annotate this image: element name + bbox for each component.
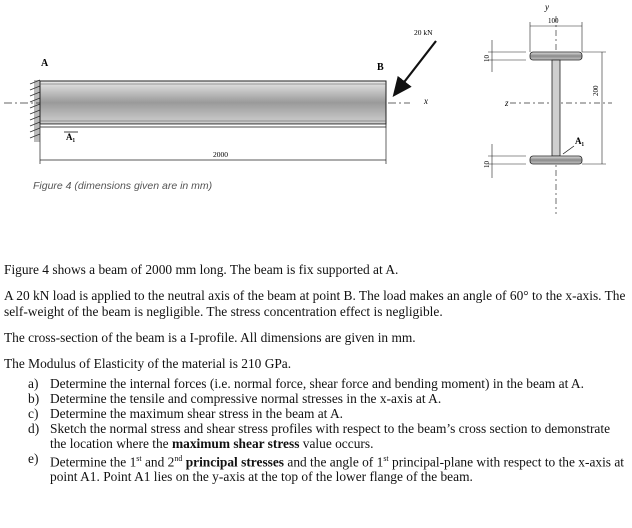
axis-z-label: z — [505, 98, 509, 108]
label-b: B — [377, 62, 384, 73]
question-b: b) Determine the tensile and compressive normal stresses in the x-axis at A. — [28, 391, 442, 406]
paragraph-3: The cross-section of the beam is a I-profile. All dimensions are given in mm. — [4, 330, 416, 345]
label-a1: A₁ — [66, 132, 76, 142]
question-list — [4, 376, 628, 484]
axis-y-label: y — [545, 2, 549, 12]
label-a1-section: A₁ — [575, 136, 585, 146]
flange-bottom-dim-label: 10 — [483, 161, 491, 168]
beam-length-label: 2000 — [213, 150, 228, 159]
question-d: d) Sketch the normal stress and shear stress profiles with respect to the beam’s cross section to demonstrate the location where the maximum shear stress value occurs. — [28, 421, 611, 451]
load-arrow — [398, 41, 436, 90]
problem-text — [4, 262, 628, 484]
paragraph-1: Figure 4 shows a beam of 2000 mm long. The beam is fix supported at A. — [4, 262, 399, 277]
paragraph-2: A 20 kN load is applied to the neutral axis of the beam at point B. The load makes an angle of 60° to the x-axis. The self-weight of the beam is negligible. The stress concentration effect is negligible. — [4, 288, 626, 319]
width-dim-label: 100 — [548, 17, 559, 25]
flange-top-dim-label: 10 — [483, 55, 491, 62]
beam-figure — [0, 0, 632, 248]
beam-lower-flange — [40, 124, 386, 127]
paragraph-4: The Modulus of Elasticity of the material is 210 GPa. — [4, 356, 292, 371]
label-a: A — [41, 58, 49, 69]
question-a: a) Determine the internal forces (i.e. normal force, shear force and bending moment) in the beam at A. — [28, 376, 584, 391]
question-e: e) Determine the 1st and 2nd principal stresses and the angle of 1st principal-plane with respect to the x-axis at point A1. Point A1 lies on the y-axis at the top of the lower flange of the beam. — [28, 451, 625, 485]
question-c: c) Determine the maximum shear stress in the beam at A. — [28, 406, 344, 421]
top-flange — [530, 52, 582, 60]
height-dim-label: 200 — [592, 85, 600, 96]
web — [552, 60, 560, 156]
figure-caption: Figure 4 (dimensions given are in mm) — [33, 180, 213, 192]
cross-section — [488, 16, 612, 214]
bottom-flange — [530, 156, 582, 164]
beam-body — [40, 81, 386, 124]
axis-x-label: x — [424, 96, 428, 106]
load-label: 20 kN — [414, 28, 433, 37]
fixed-support — [30, 80, 40, 142]
beam-diagram — [0, 0, 632, 248]
